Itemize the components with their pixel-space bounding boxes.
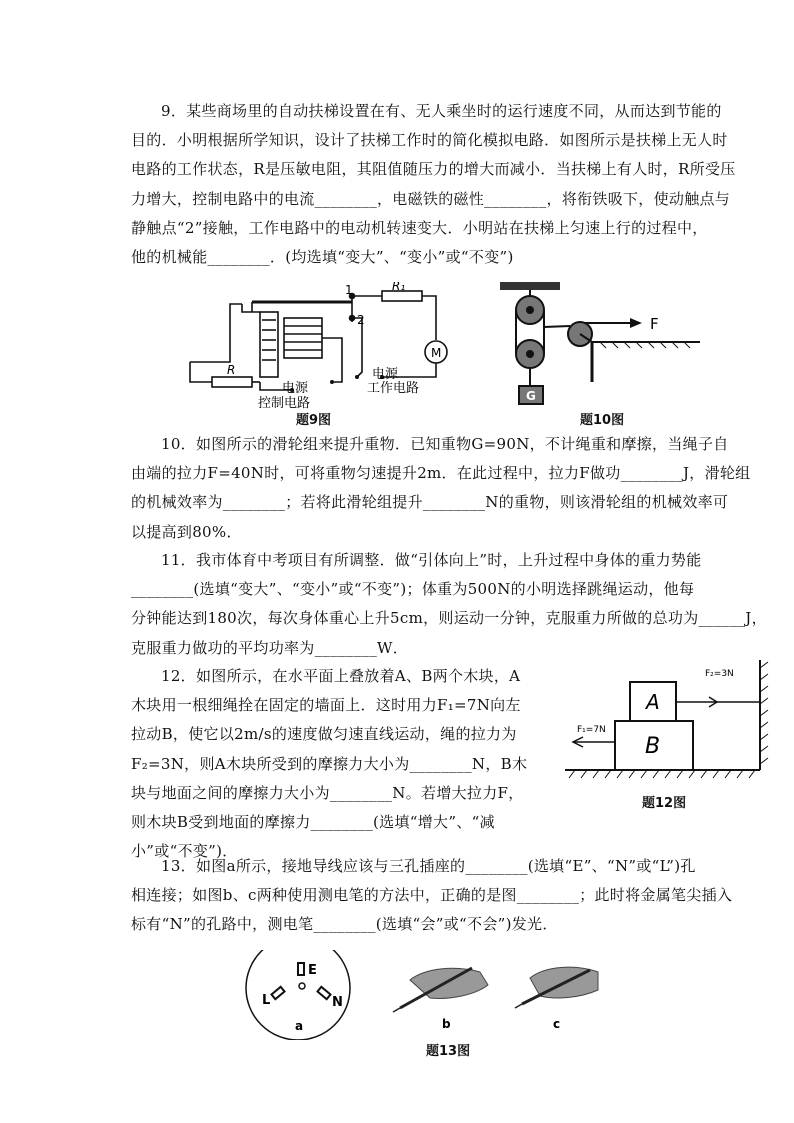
text-line: 12．如图所示，在水平面上叠放着A、B两个木块，A bbox=[161, 667, 521, 685]
text-line: 力增大，控制电路中的电流________，电磁铁的磁性________，将衔铁吸下，使动触点与 bbox=[131, 189, 731, 208]
tester-hand-b-icon bbox=[393, 968, 488, 1012]
motor-label: M bbox=[431, 346, 442, 360]
f1-label: F₁=7N bbox=[577, 725, 606, 735]
tester-hand-c-icon bbox=[515, 967, 598, 1008]
text-line: 9．某些商场里的自动扶梯设置在有、无人乘坐时的运行速度不同，从而达到节能的 bbox=[161, 102, 722, 120]
text-line: 标有“N”的孔路中，测电笔________(选填“会”或“不会”)发光． bbox=[131, 915, 558, 934]
block-a-label: A bbox=[646, 690, 660, 714]
figure-9-circuit bbox=[182, 282, 452, 412]
figure-10-pulley bbox=[500, 282, 700, 410]
contact-2-label: 2 bbox=[357, 313, 365, 327]
label-b: b bbox=[442, 1017, 451, 1031]
text-line: 块与地面之间的摩擦力大小为________N。若增大拉力F， bbox=[131, 783, 524, 802]
figure-12-caption: 题12图 bbox=[642, 796, 687, 811]
r1-label: R₁ bbox=[392, 282, 406, 293]
text-line: 13．如图a所示，接地导线应该与三孔插座的________(选填“E”、“N”或“L”)孔 bbox=[161, 857, 696, 875]
socket-l-label: L bbox=[262, 993, 271, 1008]
text-line: 拉动B，使它以2m/s的速度做匀速直线运动，绳的拉力为 bbox=[131, 725, 517, 744]
block-b-label: B bbox=[645, 734, 661, 759]
question-11 bbox=[131, 546, 771, 663]
figure-10-caption: 题10图 bbox=[580, 413, 625, 428]
f2-label: F₂=3N bbox=[705, 669, 734, 679]
weight-label: G bbox=[526, 389, 536, 403]
question-12 bbox=[131, 662, 541, 866]
label-a: a bbox=[295, 1019, 304, 1033]
question-13 bbox=[131, 852, 771, 940]
control-circuit-label: 控制电路 bbox=[258, 396, 311, 411]
text-line: 则木块B受到地面的摩擦力________(选填“增大”、“减 bbox=[131, 813, 495, 832]
text-line: 电路的工作状态，R是压敏电阻，其阻值随压力的增大而减小．当扶梯上有人时，R所受压 bbox=[131, 160, 736, 179]
text-line: 相连接；如图b、c两种使用测电笔的方法中，正确的是图________；此时将金属笔尖插入 bbox=[131, 886, 733, 905]
figure-9-caption: 题9图 bbox=[296, 413, 332, 428]
text-line: 10．如图所示的滑轮组来提升重物．已知重物G=90N，不计绳重和摩擦，当绳子自 bbox=[161, 435, 729, 453]
figure-13-caption: 题13图 bbox=[426, 1044, 471, 1059]
text-line: 11．我市体育中考项目有所调整．做“引体向上”时，上升过程中身体的重力势能 bbox=[161, 551, 702, 569]
text-line: 他的机械能________．(均选填“变大”、“变小”或“不变”) bbox=[131, 248, 514, 267]
text-line: ________(选填“变大”、“变小”或“不变”)；体重为500N的小明选择跳绳运动，他每 bbox=[131, 580, 695, 599]
text-line: 的机械效率为________；若将此滑轮组提升________N的重物，则该滑轮组的机械效率可 bbox=[131, 493, 729, 512]
question-9 bbox=[131, 97, 771, 272]
work-circuit-label: 工作电路 bbox=[367, 381, 420, 396]
text-line: 由端的拉力F=40N时，可将重物匀速提升2m．在此过程中，拉力F做功________J，滑轮组 bbox=[131, 464, 751, 483]
r-label: R bbox=[227, 363, 236, 377]
text-line: 静触点“2”接触，工作电路中的电动机转速变大．小明站在扶梯上匀速上行的过程中， bbox=[131, 218, 708, 237]
text-line: 以提高到80%． bbox=[131, 522, 242, 541]
label-c: c bbox=[553, 1017, 561, 1031]
force-label: F bbox=[650, 315, 659, 333]
socket-n-label: N bbox=[332, 995, 343, 1010]
contact-1-label: 1 bbox=[345, 283, 353, 297]
work-source-label: 电源 bbox=[372, 367, 399, 382]
question-10 bbox=[131, 430, 771, 547]
figure-13-socket-and-testers bbox=[240, 950, 600, 1040]
text-line: 目的．小明根据所学知识，设计了扶梯工作时的简化模拟电路．如图所示是扶梯上无人时 bbox=[131, 131, 728, 150]
socket-e-label: E bbox=[308, 963, 317, 978]
text-line: 木块用一根细绳拴在固定的墙面上．这时用力F₁=7N向左 bbox=[131, 696, 521, 715]
figure-12-blocks bbox=[565, 660, 775, 785]
control-source-label: 电源 bbox=[282, 381, 309, 396]
text-line: 克服重力做功的平均功率为________W． bbox=[131, 638, 409, 657]
text-line: 小”或“不变”)． bbox=[131, 842, 238, 861]
text-line: 分钟能达到180次，每次身体重心上升5cm，则运动一分钟，克服重力所做的总功为______J， bbox=[131, 609, 767, 628]
text-line: F₂=3N，则A木块所受到的摩擦力大小为________N，B木 bbox=[131, 754, 528, 773]
